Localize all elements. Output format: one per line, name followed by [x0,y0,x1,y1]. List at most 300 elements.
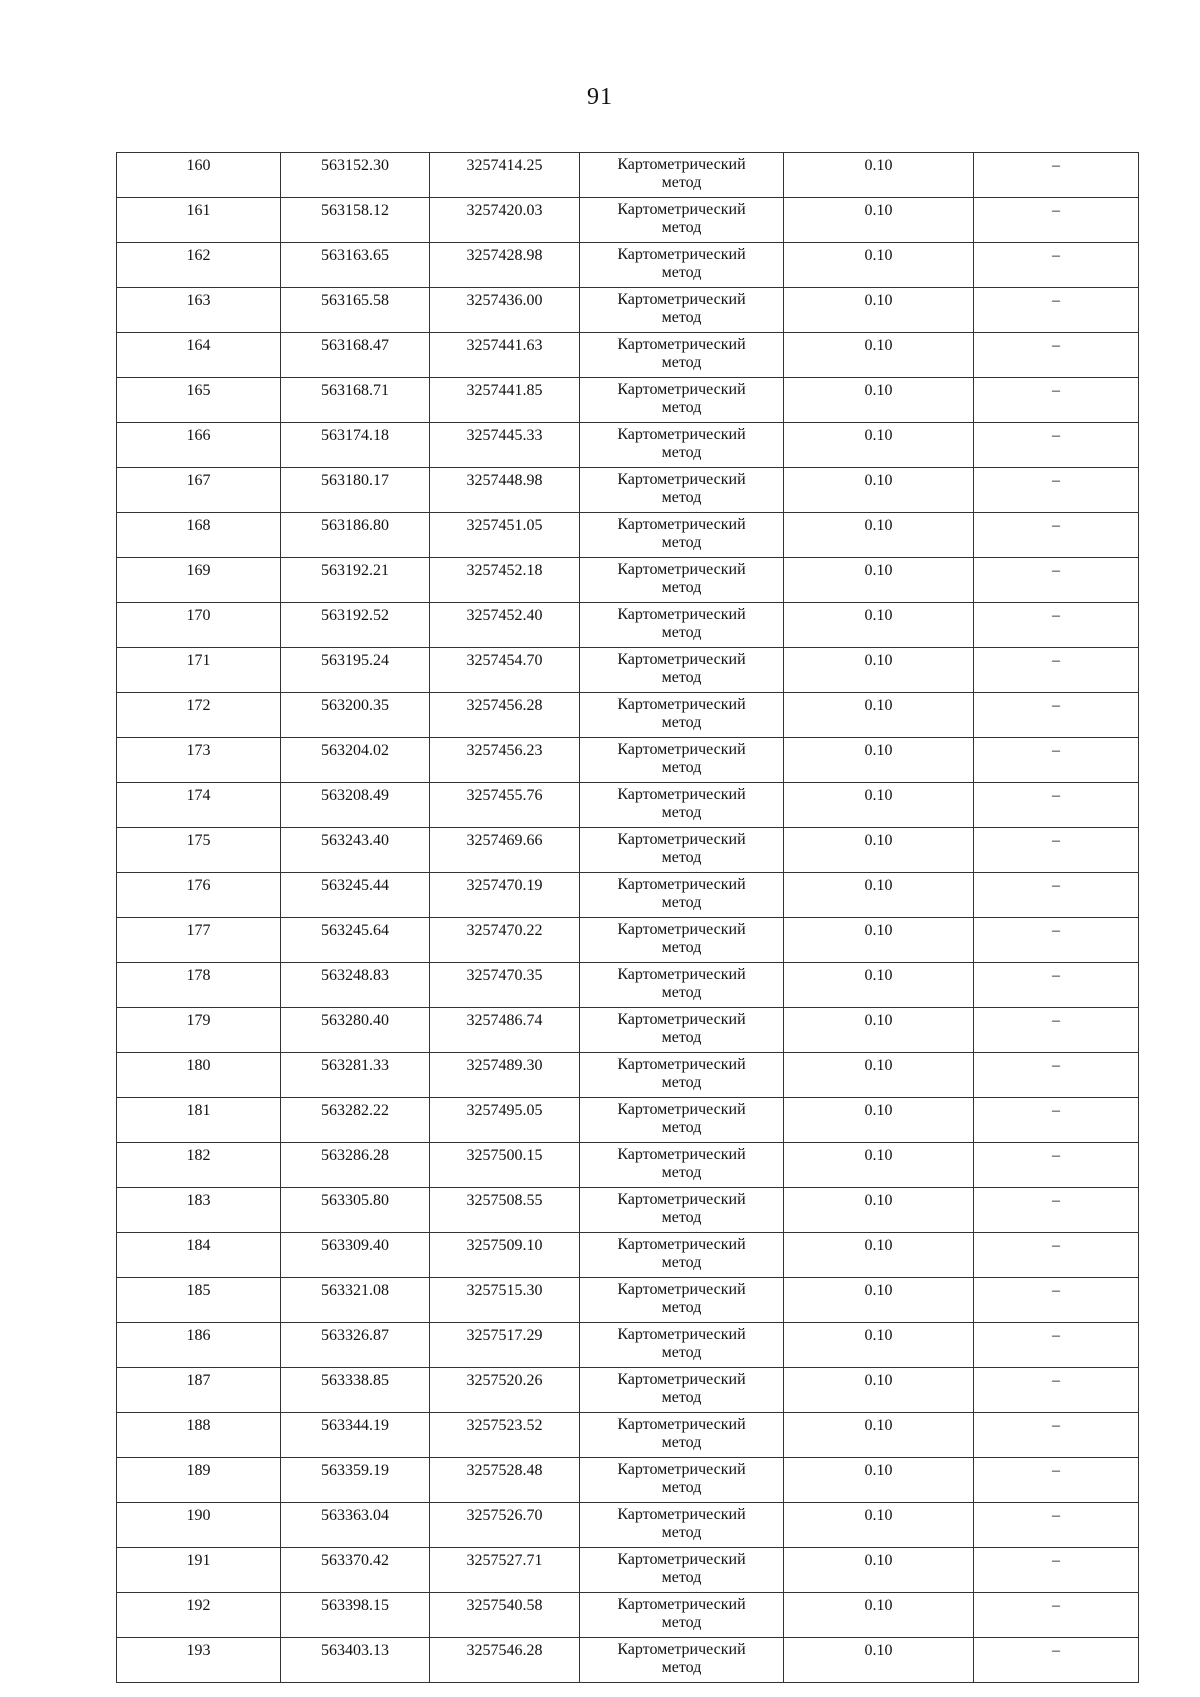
method-cell [580,693,784,738]
note-cell: – [974,558,1139,603]
accuracy-cell: 0.10 [784,1413,974,1458]
accuracy-cell: 0.10 [784,918,974,963]
method-cell [580,243,784,288]
note-cell: – [974,828,1139,873]
x-coordinate-cell: 563174.18 [281,423,430,468]
method-line-2: метод [661,1299,702,1316]
point-number-cell: 178 [117,963,281,1008]
accuracy-cell: 0.10 [784,873,974,918]
point-number-cell: 169 [117,558,281,603]
table-row [117,513,1139,558]
method-cell [580,558,784,603]
point-number-cell: 162 [117,243,281,288]
table-row [117,1413,1139,1458]
note-cell: – [974,783,1139,828]
method-line-1: Картометрический [617,651,746,668]
y-coordinate-cell: 3257515.30 [430,1278,580,1323]
table-row [117,873,1139,918]
note-cell: – [974,153,1139,198]
y-coordinate-cell: 3257454.70 [430,648,580,693]
point-number-cell: 166 [117,423,281,468]
method-cell [580,828,784,873]
method-cell [580,1008,784,1053]
accuracy-cell: 0.10 [784,1278,974,1323]
accuracy-cell: 0.10 [784,1503,974,1548]
point-number-cell: 168 [117,513,281,558]
method-line-2: метод [661,1389,702,1406]
method-line-2: метод [661,174,702,191]
point-number-cell: 186 [117,1323,281,1368]
method-cell [580,873,784,918]
method-line-2: метод [661,1344,702,1361]
method-line-1: Картометрический [617,696,746,713]
method-cell [580,423,784,468]
note-cell: – [974,288,1139,333]
x-coordinate-cell: 563370.42 [281,1548,430,1593]
y-coordinate-cell: 3257469.66 [430,828,580,873]
method-line-2: метод [661,1524,702,1541]
method-line-1: Картометрический [617,1056,746,1073]
note-cell: – [974,1638,1139,1683]
method-cell [580,648,784,693]
point-number-cell: 193 [117,1638,281,1683]
point-number-cell: 177 [117,918,281,963]
method-line-2: метод [661,309,702,326]
note-cell: – [974,1323,1139,1368]
x-coordinate-cell: 563363.04 [281,1503,430,1548]
note-cell: – [974,1458,1139,1503]
x-coordinate-cell: 563158.12 [281,198,430,243]
point-number-cell: 192 [117,1593,281,1638]
y-coordinate-cell: 3257517.29 [430,1323,580,1368]
point-number-cell: 183 [117,1188,281,1233]
note-cell: – [974,1098,1139,1143]
point-number-cell: 191 [117,1548,281,1593]
table-row [117,918,1139,963]
method-cell [580,1278,784,1323]
note-cell: – [974,1233,1139,1278]
table-row [117,378,1139,423]
x-coordinate-cell: 563282.22 [281,1098,430,1143]
x-coordinate-cell: 563326.87 [281,1323,430,1368]
x-coordinate-cell: 563152.30 [281,153,430,198]
note-cell: – [974,333,1139,378]
method-line-1: Картометрический [617,1641,746,1658]
accuracy-cell: 0.10 [784,603,974,648]
note-cell: – [974,1053,1139,1098]
y-coordinate-cell: 3257436.00 [430,288,580,333]
note-cell: – [974,198,1139,243]
note-cell: – [974,1368,1139,1413]
x-coordinate-cell: 563243.40 [281,828,430,873]
x-coordinate-cell: 563165.58 [281,288,430,333]
note-cell: – [974,1413,1139,1458]
point-number-cell: 182 [117,1143,281,1188]
y-coordinate-cell: 3257527.71 [430,1548,580,1593]
table-row [117,1143,1139,1188]
method-line-1: Картометрический [617,561,746,578]
note-cell: – [974,243,1139,288]
point-number-cell: 176 [117,873,281,918]
table-row [117,1593,1139,1638]
accuracy-cell: 0.10 [784,288,974,333]
method-line-2: метод [661,1209,702,1226]
x-coordinate-cell: 563195.24 [281,648,430,693]
note-cell: – [974,738,1139,783]
method-cell [580,1413,784,1458]
table-row [117,1053,1139,1098]
accuracy-cell: 0.10 [784,738,974,783]
accuracy-cell: 0.10 [784,243,974,288]
y-coordinate-cell: 3257451.05 [430,513,580,558]
x-coordinate-cell: 563192.21 [281,558,430,603]
y-coordinate-cell: 3257456.28 [430,693,580,738]
point-number-cell: 190 [117,1503,281,1548]
method-line-1: Картометрический [617,516,746,533]
method-line-2: метод [661,669,702,686]
point-number-cell: 161 [117,198,281,243]
method-line-1: Картометрический [617,1596,746,1613]
method-line-1: Картометрический [617,1191,746,1208]
method-line-1: Картометрический [617,1281,746,1298]
method-line-1: Картометрический [617,246,746,263]
x-coordinate-cell: 563208.49 [281,783,430,828]
x-coordinate-cell: 563186.80 [281,513,430,558]
method-line-1: Картометрический [617,1416,746,1433]
method-line-2: метод [661,804,702,821]
y-coordinate-cell: 3257489.30 [430,1053,580,1098]
y-coordinate-cell: 3257508.55 [430,1188,580,1233]
table-row [117,1548,1139,1593]
table-row [117,783,1139,828]
method-line-1: Картометрический [617,156,746,173]
table-row [117,558,1139,603]
note-cell: – [974,1188,1139,1233]
y-coordinate-cell: 3257452.18 [430,558,580,603]
method-cell [580,1368,784,1413]
table-row [117,1278,1139,1323]
table-row [117,1188,1139,1233]
method-cell [580,288,784,333]
table-row [117,1008,1139,1053]
y-coordinate-cell: 3257486.74 [430,1008,580,1053]
note-cell: – [974,603,1139,648]
method-cell [580,1053,784,1098]
method-cell [580,963,784,1008]
y-coordinate-cell: 3257509.10 [430,1233,580,1278]
y-coordinate-cell: 3257528.48 [430,1458,580,1503]
x-coordinate-cell: 563403.13 [281,1638,430,1683]
method-line-2: метод [661,534,702,551]
y-coordinate-cell: 3257523.52 [430,1413,580,1458]
accuracy-cell: 0.10 [784,1323,974,1368]
method-line-1: Картометрический [617,471,746,488]
method-line-2: метод [661,219,702,236]
method-line-1: Картометрический [617,381,746,398]
table-row [117,153,1139,198]
note-cell: – [974,1278,1139,1323]
accuracy-cell: 0.10 [784,198,974,243]
table-row [117,963,1139,1008]
x-coordinate-cell: 563338.85 [281,1368,430,1413]
method-line-2: метод [661,1479,702,1496]
table-row [117,603,1139,648]
note-cell: – [974,1008,1139,1053]
y-coordinate-cell: 3257456.23 [430,738,580,783]
coordinates-table-body [117,153,1139,1683]
method-cell [580,1548,784,1593]
point-number-cell: 187 [117,1368,281,1413]
x-coordinate-cell: 563305.80 [281,1188,430,1233]
method-line-1: Картометрический [617,786,746,803]
accuracy-cell: 0.10 [784,558,974,603]
method-cell [580,378,784,423]
method-cell [580,783,784,828]
y-coordinate-cell: 3257414.25 [430,153,580,198]
method-cell [580,153,784,198]
method-line-1: Картометрический [617,831,746,848]
method-line-1: Картометрический [617,1101,746,1118]
x-coordinate-cell: 563245.64 [281,918,430,963]
method-line-2: метод [661,759,702,776]
table-row [117,333,1139,378]
y-coordinate-cell: 3257445.33 [430,423,580,468]
point-number-cell: 167 [117,468,281,513]
accuracy-cell: 0.10 [784,1188,974,1233]
accuracy-cell: 0.10 [784,693,974,738]
accuracy-cell: 0.10 [784,1233,974,1278]
y-coordinate-cell: 3257448.98 [430,468,580,513]
method-line-2: метод [661,264,702,281]
x-coordinate-cell: 563200.35 [281,693,430,738]
y-coordinate-cell: 3257420.03 [430,198,580,243]
table-row [117,1458,1139,1503]
accuracy-cell: 0.10 [784,468,974,513]
method-cell [580,918,784,963]
point-number-cell: 171 [117,648,281,693]
accuracy-cell: 0.10 [784,378,974,423]
method-line-1: Картометрический [617,426,746,443]
point-number-cell: 174 [117,783,281,828]
method-cell [580,1593,784,1638]
note-cell: – [974,1503,1139,1548]
page-number: 91 [587,84,613,110]
note-cell: – [974,513,1139,558]
x-coordinate-cell: 563321.08 [281,1278,430,1323]
accuracy-cell: 0.10 [784,1458,974,1503]
method-line-2: метод [661,579,702,596]
method-line-1: Картометрический [617,1551,746,1568]
method-cell [580,333,784,378]
point-number-cell: 170 [117,603,281,648]
table-row [117,828,1139,873]
note-cell: – [974,378,1139,423]
accuracy-cell: 0.10 [784,333,974,378]
method-line-1: Картометрический [617,1236,746,1253]
x-coordinate-cell: 563192.52 [281,603,430,648]
point-number-cell: 164 [117,333,281,378]
method-line-1: Картометрический [617,1371,746,1388]
method-cell [580,603,784,648]
method-cell [580,468,784,513]
accuracy-cell: 0.10 [784,1098,974,1143]
table-row [117,288,1139,333]
x-coordinate-cell: 563163.65 [281,243,430,288]
table-row [117,738,1139,783]
point-number-cell: 173 [117,738,281,783]
method-line-1: Картометрический [617,1326,746,1343]
method-line-1: Картометрический [617,1506,746,1523]
table-row [117,468,1139,513]
accuracy-cell: 0.10 [784,1593,974,1638]
table-row [117,243,1139,288]
note-cell: – [974,1548,1139,1593]
x-coordinate-cell: 563180.17 [281,468,430,513]
y-coordinate-cell: 3257455.76 [430,783,580,828]
method-line-2: метод [661,354,702,371]
method-line-1: Картометрический [617,966,746,983]
accuracy-cell: 0.10 [784,1548,974,1593]
method-line-2: метод [661,444,702,461]
method-line-2: метод [661,984,702,1001]
table-row [117,198,1139,243]
point-number-cell: 165 [117,378,281,423]
point-number-cell: 185 [117,1278,281,1323]
table-row [117,1098,1139,1143]
y-coordinate-cell: 3257441.85 [430,378,580,423]
point-number-cell: 188 [117,1413,281,1458]
method-cell [580,1098,784,1143]
table-row [117,1233,1139,1278]
method-line-2: метод [661,624,702,641]
point-number-cell: 181 [117,1098,281,1143]
x-coordinate-cell: 563245.44 [281,873,430,918]
accuracy-cell: 0.10 [784,1368,974,1413]
note-cell: – [974,1143,1139,1188]
method-cell [580,198,784,243]
method-line-2: метод [661,489,702,506]
method-line-2: метод [661,1254,702,1271]
method-cell [580,1638,784,1683]
point-number-cell: 163 [117,288,281,333]
y-coordinate-cell: 3257526.70 [430,1503,580,1548]
note-cell: – [974,873,1139,918]
method-line-2: метод [661,1074,702,1091]
method-line-1: Картометрический [617,606,746,623]
method-cell [580,1143,784,1188]
accuracy-cell: 0.10 [784,423,974,468]
y-coordinate-cell: 3257546.28 [430,1638,580,1683]
method-line-2: метод [661,1659,702,1676]
method-line-1: Картометрический [617,741,746,758]
x-coordinate-cell: 563248.83 [281,963,430,1008]
method-cell [580,1323,784,1368]
coordinates-table [116,152,1139,1683]
table-row [117,1638,1139,1683]
x-coordinate-cell: 563204.02 [281,738,430,783]
x-coordinate-cell: 563168.71 [281,378,430,423]
point-number-cell: 172 [117,693,281,738]
point-number-cell: 175 [117,828,281,873]
y-coordinate-cell: 3257428.98 [430,243,580,288]
y-coordinate-cell: 3257540.58 [430,1593,580,1638]
method-line-1: Картометрический [617,1011,746,1028]
point-number-cell: 189 [117,1458,281,1503]
method-line-1: Картометрический [617,201,746,218]
x-coordinate-cell: 563280.40 [281,1008,430,1053]
point-number-cell: 184 [117,1233,281,1278]
method-cell [580,1233,784,1278]
table-row [117,693,1139,738]
y-coordinate-cell: 3257520.26 [430,1368,580,1413]
accuracy-cell: 0.10 [784,1053,974,1098]
method-line-2: метод [661,849,702,866]
note-cell: – [974,468,1139,513]
method-cell [580,1503,784,1548]
accuracy-cell: 0.10 [784,1638,974,1683]
method-cell [580,1458,784,1503]
method-line-2: метод [661,714,702,731]
y-coordinate-cell: 3257470.35 [430,963,580,1008]
accuracy-cell: 0.10 [784,153,974,198]
method-cell [580,513,784,558]
point-number-cell: 180 [117,1053,281,1098]
method-line-1: Картометрический [617,1146,746,1163]
x-coordinate-cell: 563398.15 [281,1593,430,1638]
point-number-cell: 160 [117,153,281,198]
table-row [117,648,1139,693]
point-number-cell: 179 [117,1008,281,1053]
method-line-1: Картометрический [617,876,746,893]
x-coordinate-cell: 563281.33 [281,1053,430,1098]
table-row [117,423,1139,468]
accuracy-cell: 0.10 [784,1008,974,1053]
method-line-2: метод [661,1029,702,1046]
note-cell: – [974,1593,1139,1638]
x-coordinate-cell: 563168.47 [281,333,430,378]
method-line-1: Картометрический [617,336,746,353]
y-coordinate-cell: 3257495.05 [430,1098,580,1143]
method-line-2: метод [661,1569,702,1586]
method-cell [580,1188,784,1233]
accuracy-cell: 0.10 [784,648,974,693]
note-cell: – [974,648,1139,693]
y-coordinate-cell: 3257470.22 [430,918,580,963]
method-line-2: метод [661,1614,702,1631]
note-cell: – [974,918,1139,963]
method-line-2: метод [661,1119,702,1136]
table-row [117,1368,1139,1413]
method-line-1: Картометрический [617,1461,746,1478]
accuracy-cell: 0.10 [784,783,974,828]
note-cell: – [974,963,1139,1008]
table-row [117,1503,1139,1548]
note-cell: – [974,423,1139,468]
method-line-2: метод [661,939,702,956]
method-line-2: метод [661,1164,702,1181]
y-coordinate-cell: 3257470.19 [430,873,580,918]
y-coordinate-cell: 3257441.63 [430,333,580,378]
method-line-2: метод [661,1434,702,1451]
method-line-1: Картометрический [617,921,746,938]
y-coordinate-cell: 3257500.15 [430,1143,580,1188]
x-coordinate-cell: 563286.28 [281,1143,430,1188]
accuracy-cell: 0.10 [784,828,974,873]
accuracy-cell: 0.10 [784,963,974,1008]
note-cell: – [974,693,1139,738]
accuracy-cell: 0.10 [784,513,974,558]
method-cell [580,738,784,783]
